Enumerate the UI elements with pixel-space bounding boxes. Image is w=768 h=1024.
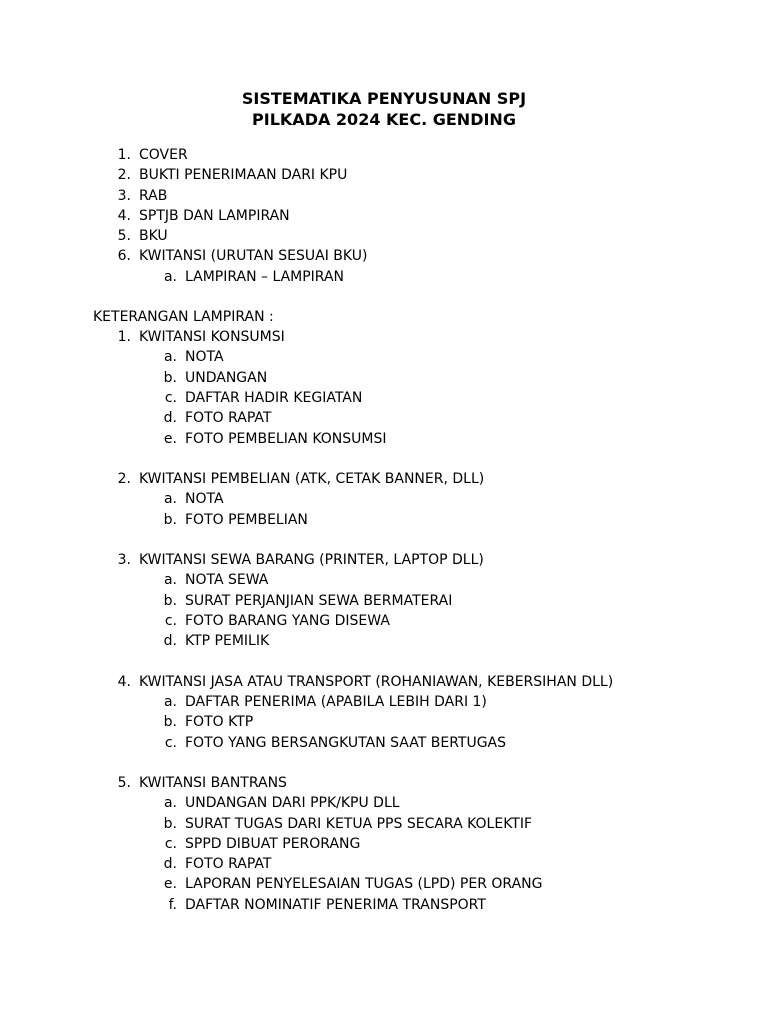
- document-subtitle: PILKADA 2024 KEC. GENDING: [252, 110, 516, 129]
- document-page: SISTEMATIKA PENYUSUNAN SPJ PILKADA 2024 KEC. GENDING 1. COVER 2. BUKTI PENERIMAAN DARI KPU 3. RAB 4. SPTJB DAN LAMPIRAN 5. BKU 6. KWITANSI (URUTAN SESUAI BKU) a. LAMPIRAN – LAMPIRAN KETERANGAN LAMPIRAN : 1. KWITANSI KONSUMSI a. NOTA b. UNDANGAN c. DAFTAR HADIR KEGIATAN d. FOTO RAPAT e. FOTO PEMBELIAN KONSUMSI 2. KWITANSI PEMBELIAN (ATK, CETAK BANNER, DLL) a. NOTA b. FOTO PEMBELIAN 3. KWITANSI SEWA BARANG (PRINTER, LAPTOP DLL) a. NOTA SEWA b. SURAT PERJANJIAN SEWA BERMATERAI c. FOTO BARANG YANG DISEWA d. KTP PEMILIK 4. KWITANSI JASA ATAU TRANSPORT (ROHANIAWAN, KEBERSIHAN DLL) a. DAFTAR PENERIMA (APABILA LEBIH DARI 1) b. FOTO KTP c. FOTO YANG BERSANGKUTAN SAAT BERTUGAS 5. KWITANSI BANTRANS a. UNDANGAN DARI PPK/KPU DLL b. SURAT TUGAS DARI KETUA PPS SECARA KOLEKTIF c. SPPD DIBUAT PERORANG d. FOTO RAPAT e. LAPORAN PENYELESAIAN TUGAS (LPD) PER ORANG f. DAFTAR NOMINATIF PENERIMA TRANSPORT: [0, 0, 768, 1024]
- document-title: SISTEMATIKA PENYUSUNAN SPJ: [241, 89, 527, 108]
